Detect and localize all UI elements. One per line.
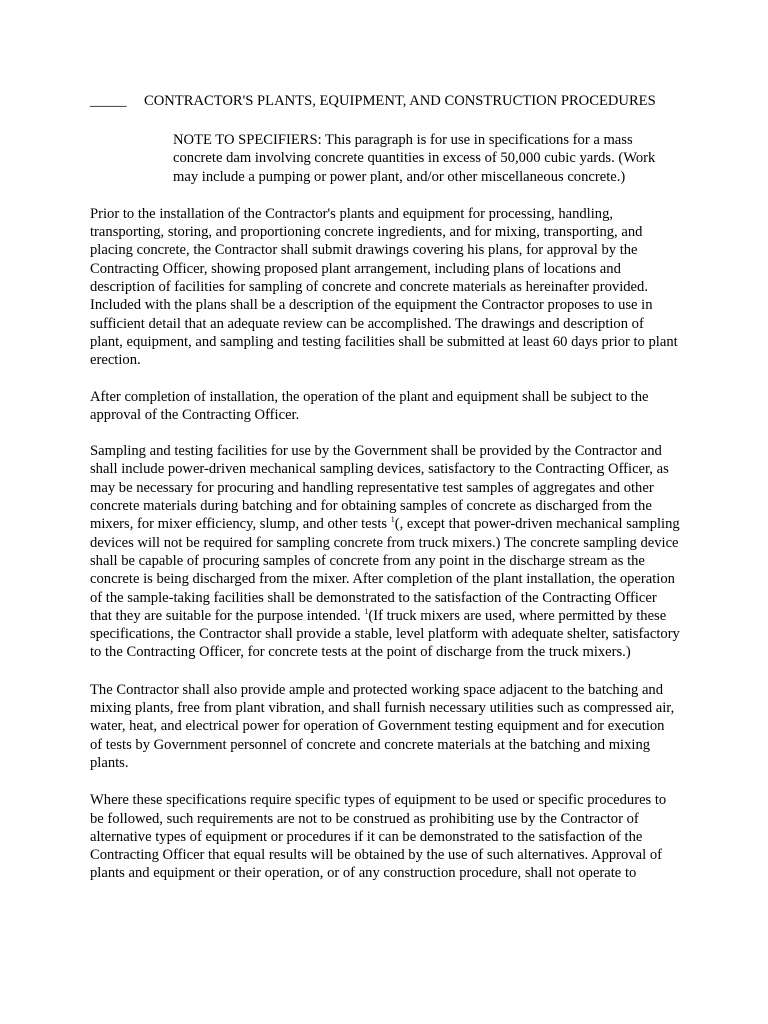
paragraph-operation-approval: After completion of installation, the operation of the plant and equipment shall be subject to the approval of the Contracting Officer. <box>90 388 649 423</box>
section-heading <box>90 92 680 110</box>
sampling-text-part1: Sampling and testing facilities for use by the Government shall be provided by the Contractor and shall include power-driven mechanical sampling devices, satisfactory to the Contracting Officer, as may be necessary for procuring and handling representative test samples of aggregates and other concrete materials during batching and for obtaining samples of concrete as discharged from the mixers, for mixer efficiency, slump, and other tests <box>90 443 669 533</box>
heading-title: CONTRACTOR'S PLANTS, EQUIPMENT, AND CONSTRUCTION PROCEDURES <box>144 93 656 109</box>
footnote-ref: 1 <box>364 606 369 616</box>
footnote-ref: 1 <box>390 515 395 525</box>
note-to-specifiers: NOTE TO SPECIFIERS: This paragraph is for use in specifications for a mass concrete dam involving concrete quantities in excess of 50,000 cubic yards. (Work may include a pumping or power plant, and/or other miscellaneous concrete.) <box>173 132 656 185</box>
sampling-text-part2: (, except that power-driven mechanical sampling devices will not be required for sampling concrete from truck mixers.) The concrete sampling device shall be capable of procuring samples of concrete from any point in the discharge stream as the concrete is being discharged from the mixer. After completion of the plant installation, the operation of the sample-taking facilities shall be demonstrated to the satisfaction of the Contracting Officer that they are suitable for the purpose intended. <box>90 516 680 624</box>
paragraph-plant-drawings: Prior to the installation of the Contractor's plants and equipment for processing, handling, transporting, storing, and proportioning concrete ingredients, and for mixing, transporting, and placing concrete, the Contractor shall submit drawings covering his plans, for approval by the Contracting Officer, showing proposed plant arrangement, including plans of locations and description of facilities for sampling of concrete and concrete materials as hereinafter provided. Included with the plans shall be a description of the equipment the Contractor proposes to use in sufficient detail that an adequate review can be accomplished. The drawings and description of plant, equipment, and sampling and testing facilities shall be submitted at least 60 days prior to plant erection. <box>90 205 678 369</box>
paragraph-alternative-equipment: Where these specifications require specific types of equipment to be used or specific procedures to be followed, such requirements are not to be construed as prohibiting use by the Contractor of alternative types of equipment or procedures if it can be demonstrated to the satisfaction of the Contracting Officer that equal results will be obtained by the use of such alternatives. Approval of plants and equipment or their operation, or of any construction procedure, shall not operate to <box>90 792 667 882</box>
paragraph-sampling-facilities <box>90 442 680 662</box>
sampling-text-part3: (If truck mixers are used, where permitted by these specifications, the Contractor shall provide a stable, level platform with adequate shelter, satisfactory to the Contracting Officer, for concrete tests at the point of discharge from the truck mixers.) <box>90 607 680 661</box>
paragraph-working-space: The Contractor shall also provide ample and protected working space adjacent to the batching and mixing plants, free from plant vibration, and shall furnish necessary utilities such as compressed air, water, heat, and electrical power for operation of Government testing equipment and for execution of tests by Government personnel of concrete and concrete materials at the batching and mixing plants. <box>90 681 675 771</box>
document-page <box>90 92 680 883</box>
heading-blank: _____ <box>90 93 127 109</box>
